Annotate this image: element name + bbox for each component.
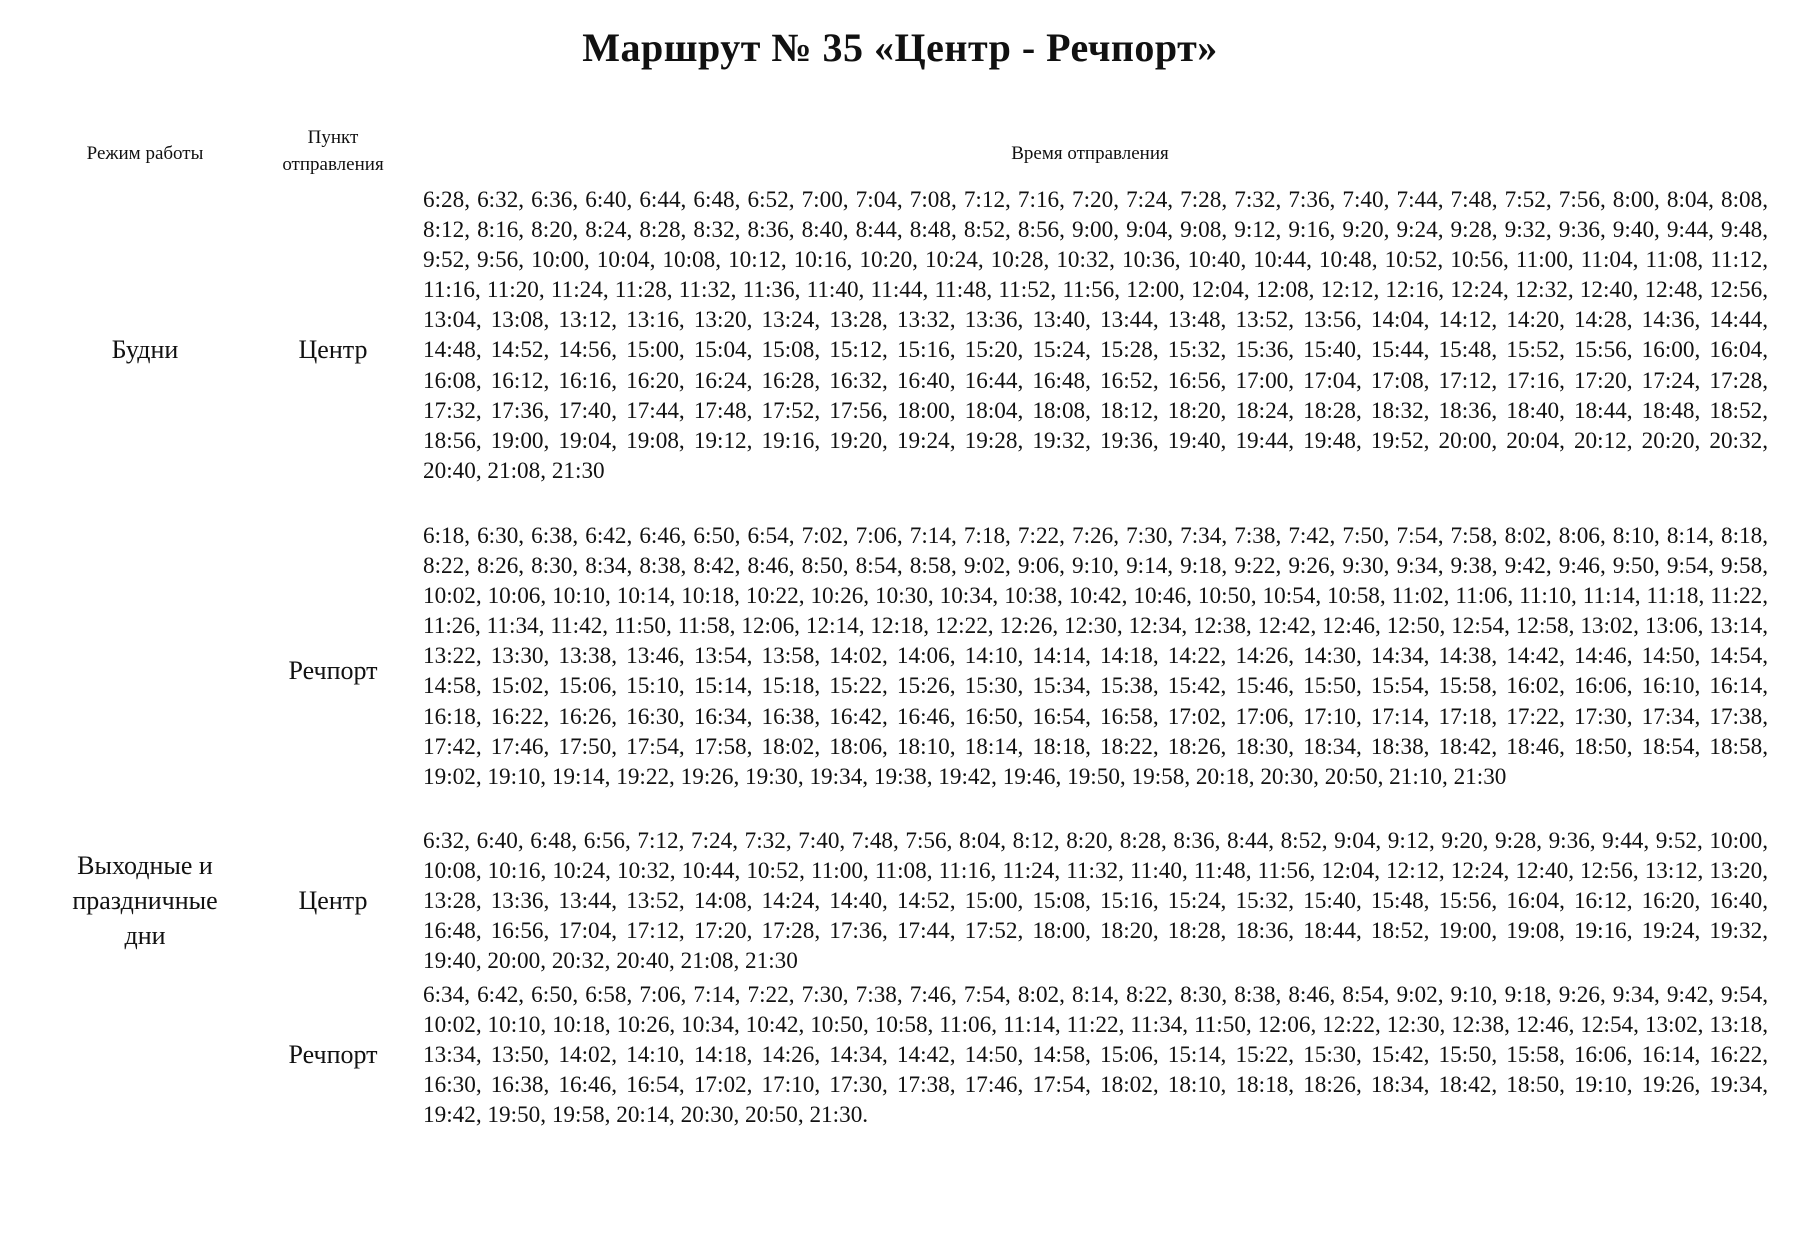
mode-weekend-line1: Выходные и (77, 851, 213, 880)
times-weekend-center: 6:32, 6:40, 6:48, 6:56, 7:12, 7:24, 7:32, 7:40, 7:48, 7:56, 8:04, 8:12, 8:20, 8:28, 8:36, 8:44, 8:52, 9:04, 9:12, 9:20, 9:28, 9:36, 9:44, 9:52, 10:00, 10:08, 10:16, 10:24, 10:32, 10:44, 10:52, 11:00, 11:08, 11:16, 11:24, 11:32, 11:40, 11:48, 11:56, 12:04, 12:12, 12:24, 12:40, 12:56, 13:12, 13:20, 13:28, 13:36, 13:44, 13:52, 14:08, 14:24, 14:40, 14:52, 15:00, 15:08, 15:16, 15:24, 15:32, 15:40, 15:48, 15:56, 16:04, 16:12, 16:20, 16:40, 16:48, 16:56, 17:04, 17:12, 17:20, 17:28, 17:36, 17:44, 17:52, 18:00, 18:20, 18:28, 18:36, 18:44, 18:52, 19:00, 19:08, 19:16, 19:24, 19:32, 19:40, 20:00, 20:32, 20:40, 21:08, 21:30 (423, 828, 1768, 975)
mode-weekend-line2: праздничные (72, 886, 218, 915)
point-weekday-center: Центр (298, 335, 368, 364)
times-weekday-center: 6:28, 6:32, 6:36, 6:40, 6:44, 6:48, 6:52, 7:00, 7:04, 7:08, 7:12, 7:16, 7:20, 7:24, 7:28, 7:32, 7:36, 7:40, 7:44, 7:48, 7:52, 7:56, 8:00, 8:04, 8:08, 8:12, 8:16, 8:20, 8:24, 8:28, 8:32, 8:36, 8:40, 8:44, 8:48, 8:52, 8:56, 9:00, 9:04, 9:08, 9:12, 9:16, 9:20, 9:24, 9:28, 9:32, 9:36, 9:40, 9:44, 9:48, 9:52, 9:56, 10:00, 10:04, 10:08, 10:12, 10:16, 10:20, 10:24, 10:28, 10:32, 10:36, 10:40, 10:44, 10:48, 10:52, 10:56, 11:00, 11:04, 11:08, 11:12, 11:16, 11:20, 11:24, 11:28, 11:32, 11:36, 11:40, 11:44, 11:48, 11:52, 11:56, 12:00, 12:04, 12:08, 12:12, 12:16, 12:24, 12:32, 12:40, 12:48, 12:56, 13:04, 13:08, 13:12, 13:16, 13:20, 13:24, 13:28, 13:32, 13:36, 13:40, 13:44, 13:48, 13:52, 13:56, 14:04, 14:12, 14:20, 14:28, 14:36, 14:44, 14:48, 14:52, 14:56, 15:00, 15:04, 15:08, 15:12, 15:16, 15:20, 15:24, 15:28, 15:32, 15:36, 15:40, 15:44, 15:48, 15:52, 15:56, 16:00, 16:04, 16:08, 16:12, 16:16, 16:20, 16:24, 16:28, 16:32, 16:40, 16:44, 16:48, 16:52, 16:56, 17:00, 17:04, 17:08, 17:12, 17:16, 17:20, 17:24, 17:28, 17:32, 17:36, 17:40, 17:44, 17:48, 17:52, 17:56, 18:00, 18:04, 18:08, 18:12, 18:20, 18:24, 18:28, 18:32, 18:36, 18:40, 18:44, 18:48, 18:52, 18:56, 19:00, 19:04, 19:08, 19:12, 19:16, 19:20, 19:24, 19:28, 19:32, 19:36, 19:40, 19:44, 19:48, 19:52, 20:00, 20:04, 20:12, 20:20, 20:32, 20:40, 21:08, 21:30 (423, 187, 1768, 484)
header-departure-point-line1: Пункт (307, 127, 359, 148)
times-weekday-port: 6:18, 6:30, 6:38, 6:42, 6:46, 6:50, 6:54, 7:02, 7:06, 7:14, 7:18, 7:22, 7:26, 7:30, 7:34, 7:38, 7:42, 7:50, 7:54, 7:58, 8:02, 8:06, 8:10, 8:14, 8:18, 8:22, 8:26, 8:30, 8:34, 8:38, 8:42, 8:46, 8:50, 8:54, 8:58, 9:02, 9:06, 9:10, 9:14, 9:18, 9:22, 9:26, 9:30, 9:34, 9:38, 9:42, 9:46, 9:50, 9:54, 9:58, 10:02, 10:06, 10:10, 10:14, 10:18, 10:22, 10:26, 10:30, 10:34, 10:38, 10:42, 10:46, 10:50, 10:54, 10:58, 11:02, 11:06, 11:10, 11:14, 11:18, 11:22, 11:26, 11:34, 11:42, 11:50, 11:58, 12:06, 12:14, 12:18, 12:22, 12:26, 12:30, 12:34, 12:38, 12:42, 12:46, 12:50, 12:54, 12:58, 13:02, 13:06, 13:14, 13:22, 13:30, 13:38, 13:46, 13:54, 13:58, 14:02, 14:06, 14:10, 14:14, 14:18, 14:22, 14:26, 14:30, 14:34, 14:38, 14:42, 14:46, 14:50, 14:54, 14:58, 15:02, 15:06, 15:10, 15:14, 15:18, 15:22, 15:26, 15:30, 15:34, 15:38, 15:42, 15:46, 15:50, 15:54, 15:58, 16:02, 16:06, 16:10, 16:14, 16:18, 16:22, 16:26, 16:30, 16:34, 16:38, 16:42, 16:46, 16:50, 16:54, 16:58, 17:02, 17:06, 17:10, 17:14, 17:18, 17:22, 17:30, 17:34, 17:38, 17:42, 17:46, 17:50, 17:54, 17:58, 18:02, 18:06, 18:10, 18:14, 18:18, 18:22, 18:26, 18:30, 18:34, 18:38, 18:42, 18:46, 18:50, 18:54, 18:58, 19:02, 19:10, 19:14, 19:22, 19:26, 19:30, 19:34, 19:38, 19:42, 19:46, 19:50, 19:58, 20:18, 20:30, 20:50, 21:10, 21:30 (423, 523, 1768, 790)
mode-weekend (40, 848, 250, 953)
point-weekend-port: Речпорт (288, 1040, 378, 1069)
header-departure-point (252, 124, 414, 178)
header-departure-point-line2: отправления (282, 154, 384, 175)
mode-weekday: Будни (111, 335, 179, 364)
mode-weekend-line3: дни (124, 921, 166, 950)
page-title: Маршрут № 35 «Центр - Речпорт» (582, 25, 1218, 70)
point-weekend-center: Центр (298, 886, 368, 915)
header-mode: Режим работы (86, 143, 204, 164)
point-weekday-port: Речпорт (288, 656, 378, 685)
header-departure-time: Время отправления (1011, 143, 1169, 164)
times-weekend-port: 6:34, 6:42, 6:50, 6:58, 7:06, 7:14, 7:22, 7:30, 7:38, 7:46, 7:54, 8:02, 8:14, 8:22, 8:30, 8:38, 8:46, 8:54, 9:02, 9:10, 9:18, 9:26, 9:34, 9:42, 9:54, 10:02, 10:10, 10:18, 10:26, 10:34, 10:42, 10:50, 10:58, 11:06, 11:14, 11:22, 11:34, 11:50, 12:06, 12:22, 12:30, 12:38, 12:46, 12:54, 13:02, 13:18, 13:34, 13:50, 14:02, 14:10, 14:18, 14:26, 14:34, 14:42, 14:50, 14:58, 15:06, 15:14, 15:22, 15:30, 15:42, 15:50, 15:58, 16:06, 16:14, 16:22, 16:30, 16:38, 16:46, 16:54, 17:02, 17:10, 17:30, 17:38, 17:46, 17:54, 18:02, 18:10, 18:18, 18:26, 18:34, 18:42, 18:50, 19:10, 19:26, 19:34, 19:42, 19:50, 19:58, 20:14, 20:30, 20:50, 21:30. (423, 982, 1768, 1129)
